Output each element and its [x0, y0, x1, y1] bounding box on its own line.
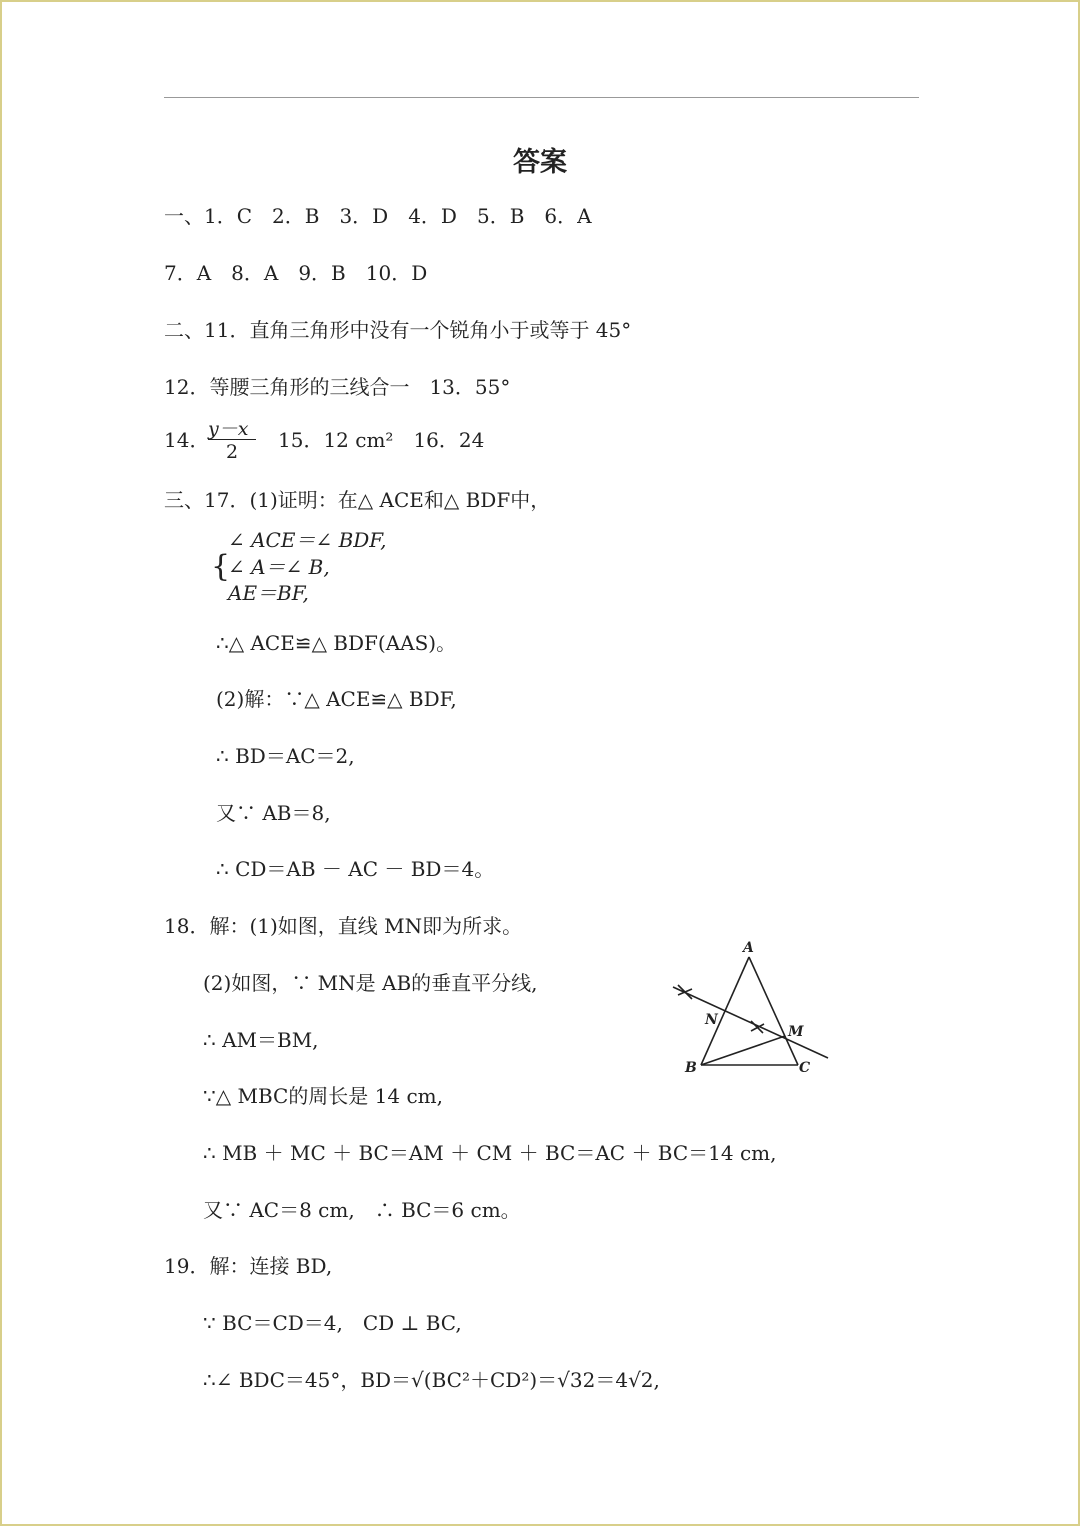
- answer-line-20: ∴∠ BDC＝45°，BD＝√(BC²＋CD²)＝√32＝4√2,: [203, 1368, 660, 1392]
- label-m: M: [788, 1024, 804, 1040]
- fraction-denominator: 2: [226, 441, 239, 463]
- answer-line-14: ∴ AM＝BM,: [203, 1028, 319, 1052]
- answer-line-5b: 15．12 cm² 16．24: [278, 428, 485, 452]
- answer-line-2: 7．A 8．A 9．B 10．D: [164, 261, 428, 285]
- answer-line-16: ∴ MB ＋ MC ＋ BC＝AM ＋ CM ＋ BC＝AC ＋ BC＝14 cm,: [203, 1141, 777, 1165]
- fraction-bar: [208, 439, 256, 440]
- answer-line-3: 二、11．直角三角形中没有一个锐角小于或等于 45°: [164, 318, 632, 342]
- label-b: B: [685, 1060, 697, 1076]
- header-rule: [164, 97, 919, 98]
- system-line-2: ∠ A＝∠ B,: [228, 555, 330, 579]
- label-a: A: [743, 940, 754, 956]
- answer-line-5a: 14．: [164, 428, 210, 452]
- answer-line-15: ∵△ MBC的周长是 14 cm,: [203, 1084, 443, 1108]
- fraction: [208, 414, 260, 468]
- answer-line-4: 12．等腰三角形的三线合一 13．55°: [164, 375, 511, 399]
- segment-bm: [701, 1036, 785, 1065]
- answer-line-7: ∴△ ACE≌△ BDF(AAS)。: [216, 631, 457, 655]
- answer-line-6: 三、17．(1)证明：在△ ACE和△ BDF中，: [164, 488, 551, 512]
- system-line-3: AE＝BF,: [228, 581, 309, 605]
- label-n: N: [705, 1012, 718, 1028]
- answer-line-18: 19．解：连接 BD,: [164, 1254, 333, 1278]
- answer-line-12: 18．解：(1)如图，直线 MN即为所求。: [164, 914, 523, 938]
- answer-line-17: 又∵ AC＝8 cm, ∴ BC＝6 cm。: [203, 1198, 521, 1222]
- system-line-1: ∠ ACE＝∠ BDF,: [228, 528, 387, 552]
- answer-line-11: ∴ CD＝AB － AC － BD＝4。: [216, 857, 495, 881]
- label-c: C: [799, 1060, 811, 1076]
- side-ac: [749, 957, 798, 1065]
- answer-line-13: (2)如图，∵ MN是 AB的垂直平分线,: [203, 971, 538, 995]
- answer-line-1: 一、1．C 2．B 3．D 4．D 5．B 6．A: [164, 204, 592, 228]
- answer-line-10: 又∵ AB＝8,: [216, 801, 331, 825]
- triangle-figure: [665, 935, 840, 1080]
- answer-line-19: ∵ BC＝CD＝4, CD ⊥ BC,: [203, 1311, 462, 1335]
- system-brace: {: [211, 549, 231, 584]
- page-title: 答案: [513, 147, 567, 178]
- answer-line-8: (2)解：∵△ ACE≌△ BDF,: [216, 687, 457, 711]
- answer-line-9: ∴ BD＝AC＝2,: [216, 744, 355, 768]
- fraction-numerator: y－x: [208, 418, 249, 440]
